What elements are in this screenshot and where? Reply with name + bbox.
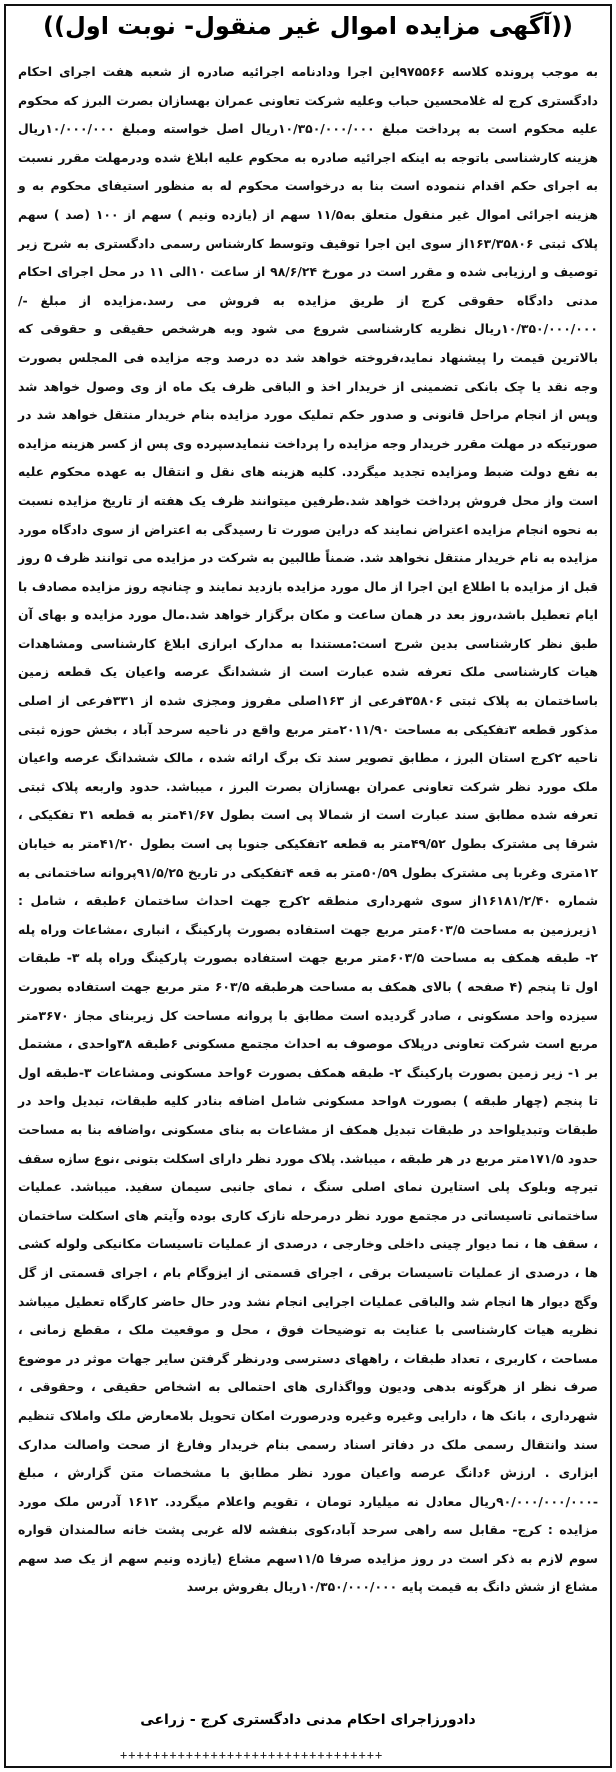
notice-body xyxy=(18,58,598,1602)
notice-title: ((آگهی مزایده اموال غیر منقول- نوبت اول)) xyxy=(43,12,573,40)
decorative-rule: ++++++++++++++++++++++++++++++++ xyxy=(120,1750,384,1760)
notice-paragraph: به موجب پرونده کلاسه ۹۷۵۵۶۶این اجرا ودادنامه اجرائیه صادره از شعبه هفت اجرای احکام دادگستری کرج له غلامحسین حباب وعلیه شرکت تعاونی عمران بهسازان بصرت البرز که محکوم علیه محکوم است به پرداخت مبلغ ۱۰/۳۵۰/۰۰۰/۰۰۰ریال اصل خواسته ومبلغ ۱۰/۰۰۰/۰۰۰ریال هزینه کارشناسی باتوجه به اینکه اجرائیه صادره به محکوم علیه ابلاغ شده ودرمهلت مقرر نسبت به اجرای حکم اقدام ننموده است بنا به درخواست محکوم له به منظور استیفای محکوم به و هزینه اجرائی اموال غیر منقول متعلق به۱۱/۵ سهم از (یازده ونیم ) سهم از ۱۰۰ (صد ) سهم پلاک ثبتی ۱۶۳/۳۵۸۰۶از سوی این اجرا توقیف وتوسط کارشناس رسمی دادگستری به شرح زیر توصیف و ارزیابی شده و مقرر است در مورخ ۹۸/۶/۲۴ از ساعت ۱۰الی ۱۱ در محل اجرای احکام مدنی دادگاه حقوقی کرج از طریق مزایده به فروش می رسد.مزایده از مبلغ -/۱۰/۳۵۰/۰۰۰/۰۰۰ریال نظریه کارشناسی شروع می شود وبه هرشخص حقیقی و حقوقی که بالاترین قیمت را پیشنهاد نماید،فروخته خواهد شد ده درصد وجه مزایده فی المجلس بصورت وجه نقد یا چک بانکی تضمینی از خریدار اخذ و الباقی ظرف یک ماه از وی وصول خواهد شد وپس از انجام مراحل قانونی و صدور حکم تملیک مورد مزایده بنام خریدار منتقل خواهد شد در صورتیکه در مهلت مقرر خریدار وجه مزایده را پرداخت ننمایدسپرده وی پس از کسر هزینه مزایده به نفع دولت ضبط ومزایده تجدید میگردد. کلیه هزینه های نقل و انتقال به عهده محکوم علیه است واز محل فروش پرداخت خواهد شد.طرفین میتوانند ظرف یک هفته از تاریخ مزایده نسبت به نحوه انجام مزایده اعتراض نمایند که دراین صورت تا رسیدگی به اعتراض از سوی دادگاه مورد مزایده به نام خریدار منتقل نخواهد شد. ضمناً طالبین به شرکت در مزایده می توانند ظرف ۵ روز قبل از مزایده با اطلاع این اجرا از مال مورد مزایده بازدید نمایند و چنانچه روز مزایده مصادف با ایام تعطیل باشد،روز بعد در همان ساعت و مکان برگزار خواهد شد.مال مورد مزایده و بهای آن طبق نظر کارشناسی بدین شرح است:مستندا به مدارک ابرازی ابلاغ کارشناسی ومشاهدات هیات کارشناسی ملک تعرفه شده عبارت است از ششدانگ عرصه واعیان یک قطعه زمین باساختمان به پلاک ثبتی ۳۵۸۰۶فرعی از ۱۶۳اصلی مفروز ومجزی شده از ۳۳۱فرعی از اصلی مذکور قطعه ۳تفکیکی به مساحت ۲۰۱۱/۹۰متر مربع واقع در ناحیه سرحد آباد ، بخش حوزه ثبتی ناحیه ۲کرج استان البرز ، مطابق تصویر سند تک برگ ارائه شده ، مالک ششدانگ عرصه واعیان ملک مورد نظر شرکت تعاونی عمران بهسازان بصرت البرز ، میباشد. حدود واربعه پلاک ثبتی تعرفه شده مطابق سند عبارت است از شمالا پی است بطول ۴۱/۶۷متر به قطعه ۳۱ تفکیکی ، شرقا پی مشترک بطول ۴۹/۵۲متر به قطعه ۲تفکیکی جنوبا پی است بطول ۴۱/۲۰متر به خیابان ۱۲متری وغربا پی مشترک بطول ۵۰/۵۹متر به قعه ۴تفکیکی در تاریخ ۹۱/۵/۲۵پروانه ساختمانی به شماره ۱۶۱۸۱/۲/۴۰از سوی شهرداری منطقه ۲کرج جهت احداث ساختمان ۶طبقه ، شامل : ۱زیرزمین به مساحت ۶۰۳/۵متر مربع جهت استفاده بصورت پارکینگ ، انباری ،مشاعات وراه پله ۲- طبقه همکف به مساحت ۶۰۳/۵متر مربع جهت استفاده بصورت پارکینگ وراه پله ۳- طبقات اول تا پنجم (۴ صفحه ) بالای همکف به مساحت هرطبقه ۶۰۳/۵ متر مربع جهت استفاده بصورت سیزده واحد مسکونی ، صادر گردیده است مطابق با پروانه مساحت کل زیربنای مجاز ۳۶۷۰متر مربع است شرکت تعاونی درپلاک موصوف به احداث مجتمع مسکونی ۶طبقه ۳۸واحدی ، مشتمل بر ۱- زیر زمین بصورت پارکینگ ۲- طبقه همکف بصورت ۶واحد مسکونی ومشاعات ۳-طبقه اول تا پنجم (چهار طبقه ) بصورت ۸واحد مسکونی شامل اضافه بنادر کلیه طبقات، تبدیل واحد در طبقات وتبدیلواحد در طبقات تبدیل همکف از مشاعات به بنای مسکونی ،واضافه بنا به مساحت حدود ۱۷۱/۵متر مربع در هر طبقه ، میباشد. پلاک مورد نظر دارای اسکلت بتونی ،نوع سازه سقف تیرچه وبلوک پلی استایرن نمای اصلی سنگ ، نمای جانبی سیمان سفید. میباشد. عملیات ساختمانی تاسیساتی در مجتمع مورد نظر درمرحله نازک کاری بوده وآیتم های اسکلت ساختمان ، سقف ها ، نما دیوار چینی داخلی وخارجی ، درصدی از عملیات تاسیسات مکانیکی ولوله کشی ها ، درصدی از عملیات تاسیسات برقی ، اجرای قسمتی از ایزوگام بام ، اجرای قسمتی از گل وگچ دیوار ها انجام شد والباقی عملیات اجرایی انجام نشد ودر حال حاضر کارگاه تعطیل میباشد نظریه هیات کارشناسی با عنایت به توضیحات فوق ، محل و موقعیت ملک ، مقطع زمانی ، مساحت ، کاربری ، تعداد طبقات ، راههای دسترسی ودرنظر گرفتن سایر جهات موثر در موضوع صرف نظر از هرگونه بدهی ودیون وواگذاری های احتمالی به اشخاص حقیقی ، وحقوقی ، شهرداری ، بانک ها ، دارایی وغیره وغیره ودرصورت امکان تحویل بلامعارض ملک واملاک تنظیم سند وانتقال رسمی ملک در دفاتر اسناد رسمی بنام خریدار وفارغ از صحت واصالت مدارک ابزاری . ارزش ۶دانگ عرصه واعیان مورد نظر مطابق با مشخصات متن گزارش ، مبلغ -۹۰/۰۰۰/۰۰۰/۰۰۰ریال معادل نه میلیارد تومان ، تقویم واعلام میگردد. ۱۶۱۲ آدرس ملک مورد مزایده : کرج- مقابل سه راهی سرحد آباد،کوی بنفشه لاله غربی پشت خانه سالمندان قواره سوم لازم به ذکر است در روز مزایده صرفا ۱۱/۵سهم مشاع (یازده ونیم سهم از یک صد سهم مشاع از شش دانگ به قیمت پایه ۱۰/۳۵۰/۰۰۰/۰۰۰ریال بفروش برسد xyxy=(18,64,599,1595)
notice-signature: دادورزاجرای احکام مدنی دادگستری کرج - زراعی xyxy=(140,1712,476,1728)
